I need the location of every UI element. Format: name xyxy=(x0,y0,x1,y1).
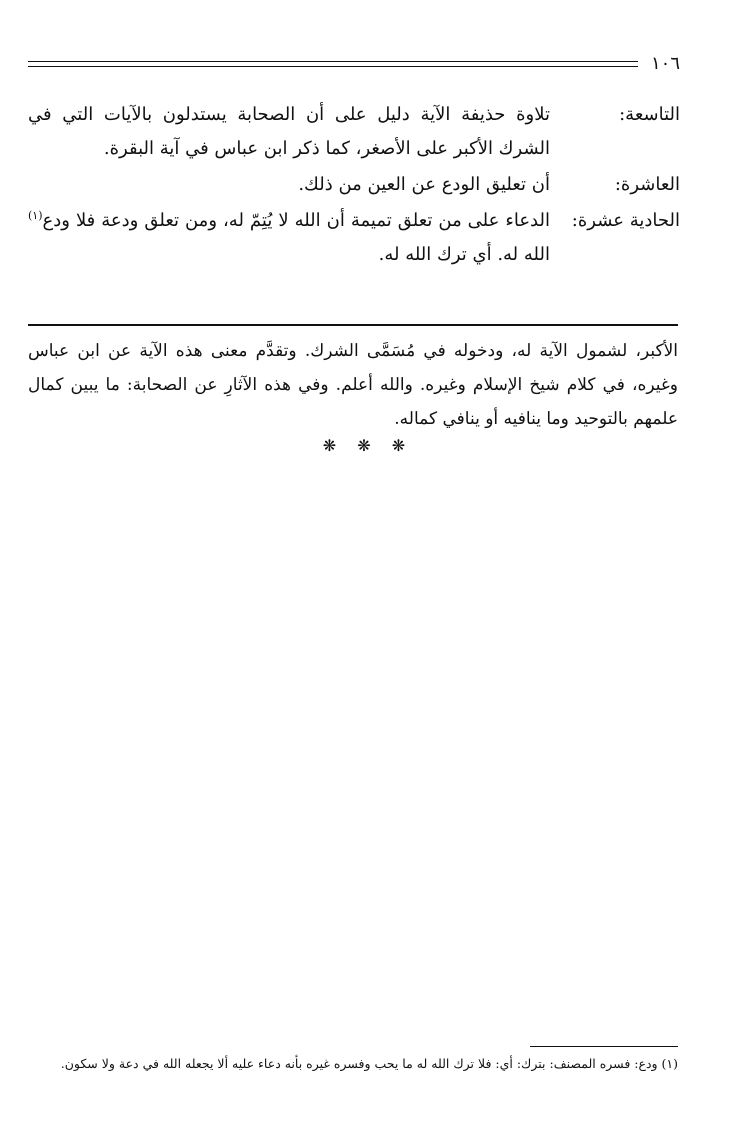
point-tenth xyxy=(28,168,680,202)
point-label: العاشرة: xyxy=(614,174,680,195)
point-label: الحادية عشرة: xyxy=(571,210,680,231)
numbered-points xyxy=(28,98,680,274)
point-label: التاسعة: xyxy=(619,104,680,125)
continuation-paragraph: الأكبر، لشمول الآية له، ودخوله في مُسَمَّى الشرك. وتقدَّم معنى هذه الآية عن ابن عباس وغيره، في كلام شيخ الإسلام وغيره. والله أعلم. وفي هذه الآثارِ عن الصحابة: ما يبين كمال علمهم بالتوحيد وما ينافيه أو ينافي كماله. xyxy=(28,341,679,429)
section-end-stars: ❋ ❋ ❋ xyxy=(322,436,414,455)
point-text: تلاوة حذيفة الآية دليل على أن الصحابة يستدلون بالآيات التي في الشرك الأكبر على الأصغر، كما ذكر ابن عباس في آية البقرة. xyxy=(28,104,550,159)
footnote-marker: (١) xyxy=(28,209,43,222)
point-ninth xyxy=(28,98,680,166)
point-eleventh xyxy=(28,204,680,272)
page-number: ١٠٦ xyxy=(650,53,680,74)
section-rule xyxy=(28,324,678,326)
point-text-part: الدعاء على من تعلق تميمة أن الله لا يُتِمّ له، ومن تعلق ودعة فلا ودع xyxy=(42,210,550,231)
page-header xyxy=(28,54,680,78)
header-double-rule xyxy=(28,61,638,67)
point-text-part: الله له. أي ترك الله له. xyxy=(378,244,550,265)
point-text: أن تعليق الودع عن العين من ذلك. xyxy=(298,174,550,195)
point-text xyxy=(28,204,550,272)
footnote: (١) ودع: فسره المصنف: بترك: أي: فلا ترك الله له ما يحب وفسره غيره بأنه دعاء عليه ألا يجعله الله في دعة ولا سكون. xyxy=(60,1056,678,1071)
footnote-rule xyxy=(530,1046,678,1047)
